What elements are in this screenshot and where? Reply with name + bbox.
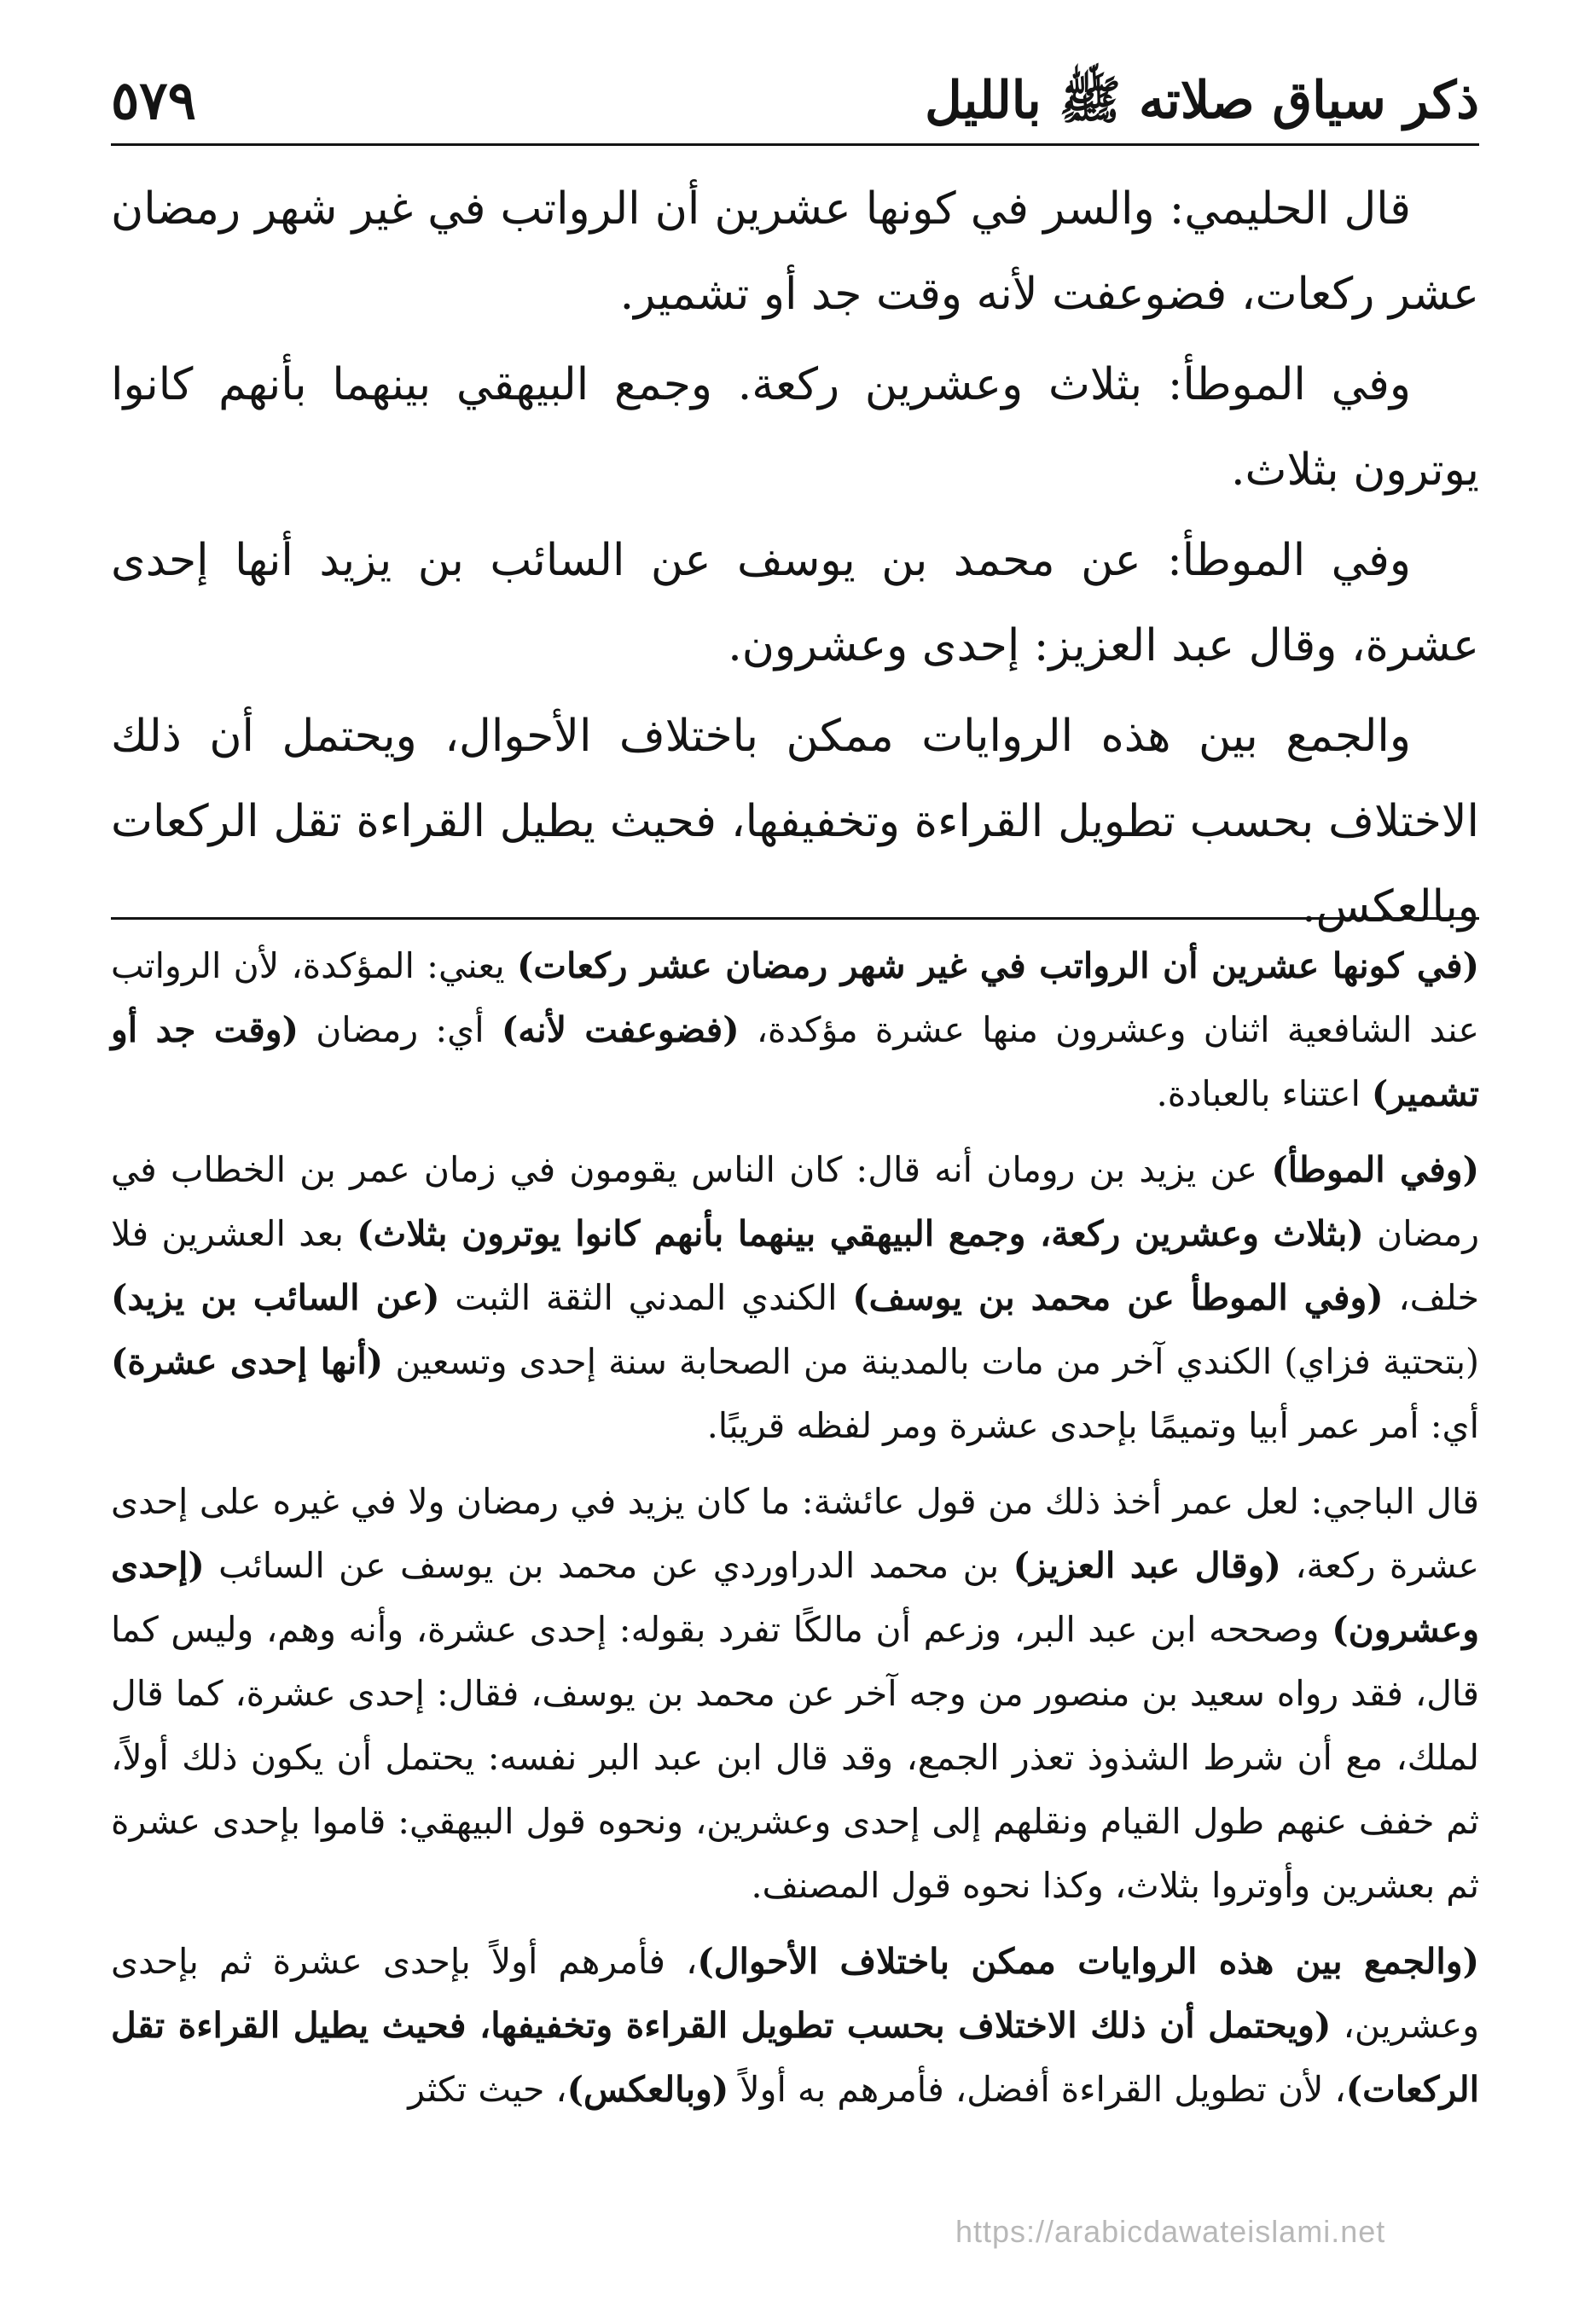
quoted-lemma: (بثلاث وعشرين ركعة، وجمع البيهقي بينهما بأنهم كانوا يوترون بثلاث) [357,1213,1364,1254]
quoted-lemma: (والجمع بين هذه الروايات ممكن باختلاف الأحوال) [697,1941,1479,1982]
quoted-lemma: (أنها إحدى عشرة) [111,1341,384,1382]
commentary-paragraph [111,1470,1479,1918]
commentary-text: عن يزيد بن رومان أنه قال: كان الناس يقومون في زمان عمر بن الخطاب في رمضان [111,1149,1480,1254]
quoted-lemma: (وفي الموطأ عن محمد بن يوسف) [852,1277,1384,1318]
main-text [111,166,1479,955]
commentary-text: اعتناء بالعبادة. [1156,1073,1372,1114]
commentary-text: قال الباجي: لعل عمر أخذ ذلك من قول عائشة: ما كان يزيد في رمضان ولا في غيره على إحدى عشرة ركعة، [111,1481,1479,1586]
quoted-lemma: (إحدى وعشرون) [111,1545,1479,1650]
footnote-rule [111,917,1479,920]
quoted-lemma: (ويحتمل أن ذلك الاختلاف بحسب تطويل القراءة وتخفيفها، فحيث يطيل القراءة تقل الركعات) [111,2005,1479,2110]
commentary-text: بعد العشرين فلا خلف، [111,1213,1480,1318]
commentary-text: ، فأمرهم أولاً بإحدى عشرة ثم بإحدى وعشرين، [111,1941,1479,2046]
commentary-text: وصححه ابن عبد البر، وزعم أن مالكًا تفرد بقوله: إحدى عشرة، وأنه وهم، وليس كما قال، فقد رواه سعيد بن منصور من وجه آخر عن محمد بن يوسف، فقال: إحدى عشرة، كما قال لملك، مع أن شرط الشذوذ تعذر الجمع، وقد قال ابن عبد البر نفسه: يحتمل أن يكون ذلك أولاً، ثم خفف عنهم طول القيام ونقلهم إلى إحدى وعشرين، ونحوه قول البيهقي: قاموا بإحدى عشرة ثم بعشرين وأوتروا بثلاث، وكذا نحوه قول المصنف. [111,1609,1479,1906]
commentary-text: الكندي المدني الثقة الثبت [439,1277,853,1318]
commentary-text: (بتحتية فزاي) الكندي آخر من مات بالمدينة من الصحابة سنة إحدى وتسعين [383,1341,1480,1382]
commentary [111,934,1479,2134]
commentary-text: أي: أمر عمر أبيا وتميمًا بإحدى عشرة ومر لفظه قريبًا. [706,1405,1479,1446]
commentary-text: أي: رمضان [299,1009,502,1050]
commentary-text: ، حيث تكثر [408,2069,567,2110]
quoted-lemma: (وقت جد أو تشمير) [111,1009,1479,1114]
commentary-paragraph [111,934,1479,1126]
commentary-text: ، لأن تطويل القراءة أفضل، فأمرهم به أولاً [728,2069,1346,2110]
page-header [111,60,1479,145]
quoted-lemma: (عن السائب بن يزيد) [111,1277,440,1318]
running-head: ذكر سياق صلاته ﷺ بالليل [925,71,1479,131]
commentary-paragraph [111,1930,1479,2122]
quoted-lemma: (فضوعفت لأنه) [501,1009,740,1050]
quoted-lemma: (وبالعكس) [566,2069,729,2110]
watermark-url: https://arabicdawateislami.net [955,2214,1386,2249]
commentary-text: يعني: المؤكدة، لأن الرواتب عند الشافعية اثنان وعشرون منها عشرة مؤكدة، [111,945,1479,1050]
quoted-lemma: (في كونها عشرين أن الرواتب في غير شهر رمضان عشر ركعات) [516,945,1479,986]
header-rule [111,143,1479,146]
quoted-lemma: (وقال عبد العزيز) [1013,1545,1281,1586]
quoted-lemma: (وفي الموطأ) [1271,1149,1479,1190]
main-paragraph: وفي الموطأ: بثلاث وعشرين ركعة. وجمع البيهقي بينهما بأنهم كانوا يوترون بثلاث. [111,359,1479,496]
main-paragraph: قال الحليمي: والسر في كونها عشرين أن الرواتب في غير شهر رمضان عشر ركعات، فضوعفت لأنه وقت جد أو تشمير. [111,183,1479,320]
main-paragraph: والجمع بين هذه الروايات ممكن باختلاف الأحوال، ويحتمل أن ذلك الاختلاف بحسب تطويل القراءة وتخفيفها، فحيث يطيل القراءة تقل الركعات وبالعكس. [111,711,1479,933]
commentary-text: بن محمد الدراوردي عن محمد بن يوسف عن السائب [204,1545,1013,1586]
commentary-paragraph [111,1138,1479,1458]
page-number: ٥٧٩ [111,69,196,131]
main-paragraph: وفي الموطأ: عن محمد بن يوسف عن السائب بن يزيد أنها إحدى عشرة، وقال عبد العزيز: إحدى وعشرون. [111,535,1479,671]
